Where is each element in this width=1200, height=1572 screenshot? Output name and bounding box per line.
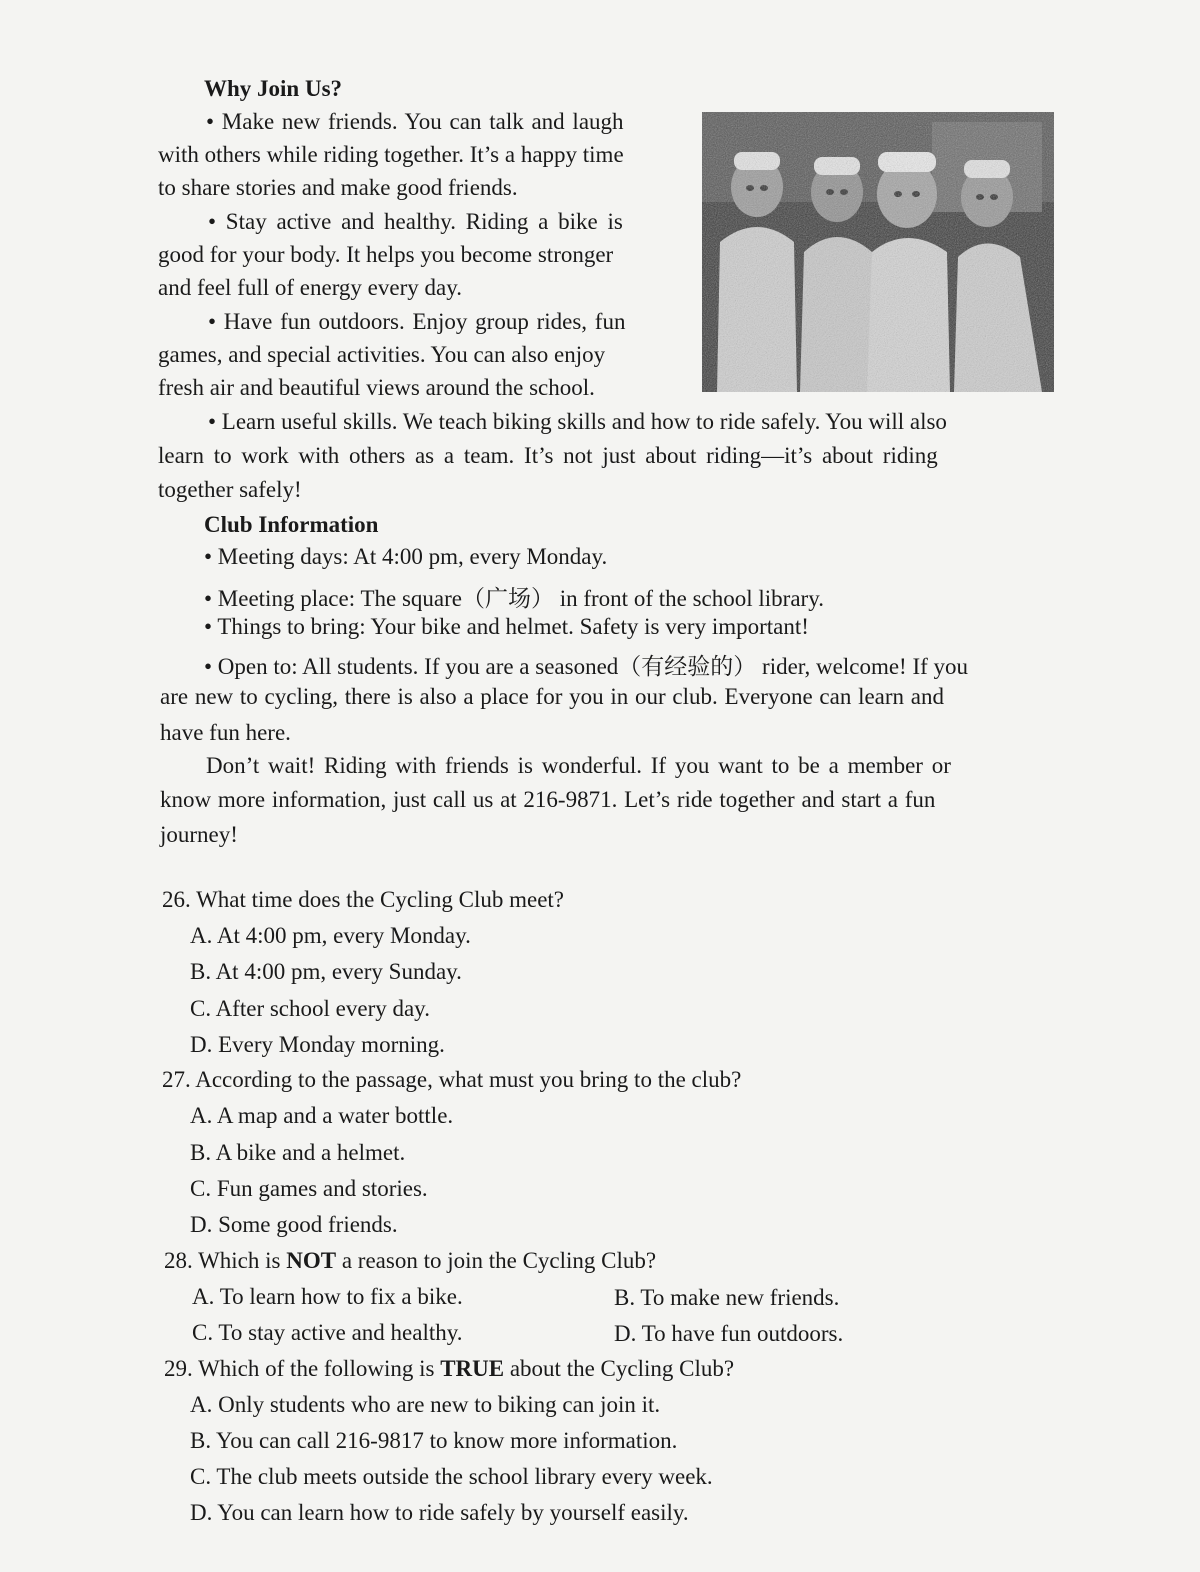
- question-28-option-b: B. To make new friends.: [614, 1285, 840, 1310]
- question-29-option-d: D. You can learn how to ride safely by yourself easily.: [190, 1500, 689, 1525]
- question-27-stem: 27. According to the passage, what must you bring to the club?: [162, 1067, 742, 1092]
- group-photo-of-cyclists-icon: [702, 112, 1054, 392]
- question-28-stem-pre: 28. Which is: [164, 1248, 287, 1273]
- bullet-active-line1: • Stay active and healthy. Riding a bike is: [208, 209, 623, 234]
- question-29-stem-pre: 29. Which of the following is: [164, 1356, 441, 1381]
- question-29-stem-post: about the Cycling Club?: [504, 1356, 735, 1381]
- club-open-to-line3: have fun here.: [160, 720, 291, 745]
- bullet-friends-line3: to share stories and make good friends.: [158, 175, 518, 200]
- club-things-to-bring: • Things to bring: Your bike and helmet. Safety is very important!: [204, 614, 809, 639]
- club-info-heading: Club Information: [204, 512, 379, 537]
- closing-line1: Don’t wait! Riding with friends is wonderful. If you want to be a member or: [206, 753, 951, 778]
- question-29-option-b: B. You can call 216-9817 to know more information.: [190, 1428, 678, 1453]
- club-open-to-line2: are new to cycling, there is also a place for you in our club. Everyone can learn and: [160, 684, 944, 709]
- group-photo: [702, 112, 1054, 392]
- why-join-heading: Why Join Us?: [204, 76, 343, 101]
- question-28-option-a: A. To learn how to fix a bike.: [192, 1284, 463, 1309]
- bullet-friends-line1: • Make new friends. You can talk and laugh: [206, 109, 624, 134]
- club-meeting-place: • Meeting place: The square（广场） in front of the school library.: [204, 586, 824, 611]
- bullet-skills-line3: together safely!: [158, 477, 302, 502]
- closing-line2: know more information, just call us at 216-9871. Let’s ride together and start a fun: [160, 787, 936, 812]
- question-29-stem-emphasis: TRUE: [440, 1356, 505, 1381]
- club-open-to-line1: • Open to: All students. If you are a seasoned（有经验的） rider, welcome! If you: [204, 654, 969, 679]
- bullet-skills-line2: learn to work with others as a team. It’s not just about riding—it’s about riding: [158, 443, 938, 468]
- question-28-stem-emphasis: NOT: [286, 1248, 337, 1273]
- closing-line3: journey!: [160, 822, 238, 847]
- bullet-skills-line1: • Learn useful skills. We teach biking skills and how to ride safely. You will also: [208, 409, 947, 434]
- question-26-stem: 26. What time does the Cycling Club meet?: [162, 887, 564, 912]
- bullet-active-line2: good for your body. It helps you become stronger: [158, 242, 614, 267]
- bullet-outdoors-line3: fresh air and beautiful views around the school.: [158, 375, 595, 400]
- question-26-option-b: B. At 4:00 pm, every Sunday.: [190, 959, 462, 984]
- question-29-option-a: A. Only students who are new to biking can join it.: [190, 1392, 661, 1417]
- question-27-option-b: B. A bike and a helmet.: [190, 1140, 406, 1165]
- club-meeting-days: • Meeting days: At 4:00 pm, every Monday.: [204, 544, 608, 569]
- question-29-option-c: C. The club meets outside the school library every week.: [190, 1464, 713, 1489]
- question-28-option-c: C. To stay active and healthy.: [192, 1320, 463, 1345]
- question-28-stem: [164, 1248, 656, 1274]
- bullet-outdoors-line2: games, and special activities. You can also enjoy: [158, 342, 606, 367]
- bullet-friends-line2: with others while riding together. It’s a happy time: [158, 142, 624, 167]
- question-28-option-d: D. To have fun outdoors.: [614, 1321, 844, 1346]
- question-26-option-d: D. Every Monday morning.: [190, 1032, 445, 1057]
- question-27-option-a: A. A map and a water bottle.: [190, 1103, 454, 1128]
- bullet-active-line3: and feel full of energy every day.: [158, 275, 462, 300]
- question-27-option-c: C. Fun games and stories.: [190, 1176, 428, 1201]
- bullet-outdoors-line1: • Have fun outdoors. Enjoy group rides, fun: [208, 309, 626, 334]
- question-27-option-d: D. Some good friends.: [190, 1212, 398, 1237]
- question-26-option-a: A. At 4:00 pm, every Monday.: [190, 923, 471, 948]
- question-28-stem-post: a reason to join the Cycling Club?: [336, 1248, 657, 1273]
- question-29-stem: [164, 1356, 734, 1382]
- question-26-option-c: C. After school every day.: [190, 996, 430, 1021]
